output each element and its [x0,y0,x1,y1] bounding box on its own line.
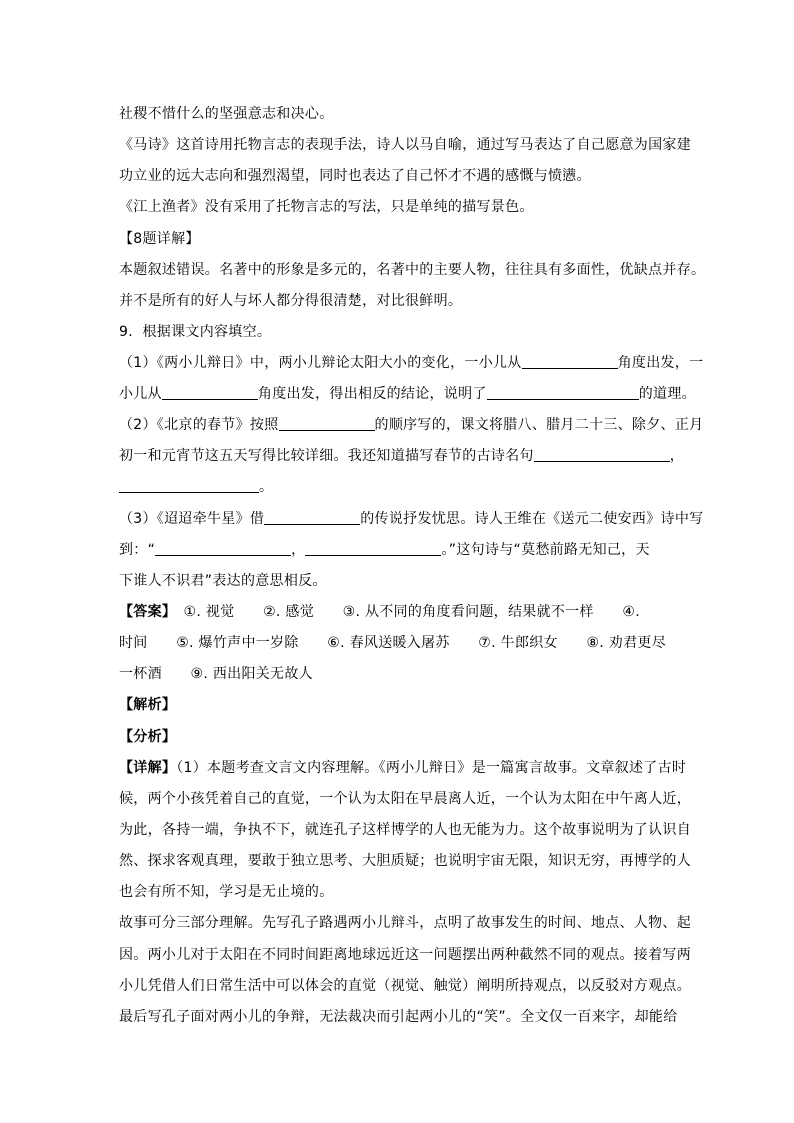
question-text: （1）《两小儿辩日》中，两小儿辩论太阳大小的变化，一小儿从 [119,355,522,371]
analysis-label: 【解析】 [119,697,177,713]
text-line: 下谁人不识君”表达的意思相反。 [119,573,327,589]
text-line: 并不是所有的好人与坏人都分得很清楚，对比很鲜明。 [119,293,463,309]
section-heading: 【8题详解】 [119,231,200,247]
answer-blank [264,510,360,525]
detail-line: 然、探求客观真理，要敢于独立思考、大胆质疑；也说明宇宙无限，知识无穷，再博学的人 [119,853,691,869]
answer-blank [162,385,258,400]
question-text: ， [669,448,685,464]
detail-line: 为此，各持一端，争执不下，就连孔子这样博学的人也无能为力。这个故事说明为了认识自 [119,822,691,838]
question-text: 角度出发，得出相反的结论，说明了 [257,386,487,402]
question-text: （3）《迢迢牵牛星》借 [119,511,265,527]
detail-line: 故事可分三部分理解。先写孔子路遇两小儿辩斗，点明了故事发生的时间、地点、人物、起 [119,915,691,931]
detail-label: 【详解】 [119,760,177,776]
answer-blank [119,478,259,493]
text-line: 《马诗》这首诗用托物言志的表现手法，诗人以马自喻，通过写马表达了自己愿意为国家建 [119,137,691,153]
answer-blank [534,447,670,462]
question-line [119,509,704,529]
answer-line: 一杯酒 ⑨. 西出阳关无故人 [119,666,313,682]
question-line [119,415,704,435]
question-text: ， [291,542,306,558]
question-line [119,384,696,404]
fenxi-label: 【分析】 [119,729,177,745]
question-title: 9．根据课文内容填空。 [119,324,272,340]
detail-line: 小儿凭借人们日常生活中可以体会的直觉（视觉、触觉）阐明所持观点，以反驳对方观点。 [119,978,691,994]
question-text: （2）《北京的春节》按照 [119,417,279,433]
answer-blank [155,541,291,556]
question-text: 初一和元宵节这五天写得比较详细。我还知道描写春节的古诗名句 [119,448,534,464]
question-text: 角度出发，一 [617,355,704,371]
detail-line: 候，两个小孩凭着自己的直觉，一个认为太阳在早晨离人近，一个认为太阳在中午离人近， [119,791,691,807]
answer-line [119,602,689,622]
question-line [119,446,689,466]
text-line: 功立业的远大志向和强烈渴望，同时也表达了自己怀才不遇的感慨与愤懑。 [119,168,591,184]
question-text: 到：“ [119,542,156,558]
detail-text: （1）本题考查文言文内容理解。《两小儿辩日》是一篇寓言故事。文章叙述了古时 [176,760,687,776]
question-text: 的道理。 [638,386,696,402]
text-line: 社稷不惜什么的坚强意志和决心。 [119,106,334,122]
answer-label: 【答案】 [119,604,170,620]
detail-line [119,758,689,778]
question-text: 的传说抒发忧思。诗人王维在《送元二使安西》诗中写 [360,511,704,527]
text-line: 本题叙述错误。名著中的形象是多元的，名著中的主要人物，往往具有多面性，优缺点并存。 [119,262,706,278]
answer-blank [522,354,618,369]
question-text: 的顺序写的，课文将腊八、腊月二十三、除夕、正月 [374,417,704,433]
answer-line: 时间 ⑤. 爆竹声中一岁除 ⑥. 春风送暖入屠苏 ⑦. 牛郎织女 ⑧. 劝君更尽 [119,635,667,651]
question-text: 小儿从 [119,386,162,402]
detail-line: 因。两小儿对于太阳在不同时间距离地球远近这一问题摆出两种截然不同的观点。接着写两 [119,947,691,963]
question-line [119,353,704,373]
question-text: 。 [259,479,274,495]
answer-blank [487,385,639,400]
question-line [119,540,689,560]
question-line [119,477,689,497]
text-line: 《江上渔者》没有采用了托物言志的写法，只是单纯的描写景色。 [119,199,534,215]
detail-line: 也会有所不知，学习是无止境的。 [119,884,334,900]
answer-blank [305,541,441,556]
answer-blank [279,416,375,431]
question-text: 。”这句诗与“莫愁前路无知己，天 [441,542,650,558]
detail-line: 最后写孔子面对两小儿的争辩，无法裁决而引起两小儿的“笑”。全文仅一百来字，却能给 [119,1009,678,1025]
answer-text: ①. 视觉 ②. 感觉 ③. 从不同的角度看问题，结果就不一样 ④. [183,604,640,620]
